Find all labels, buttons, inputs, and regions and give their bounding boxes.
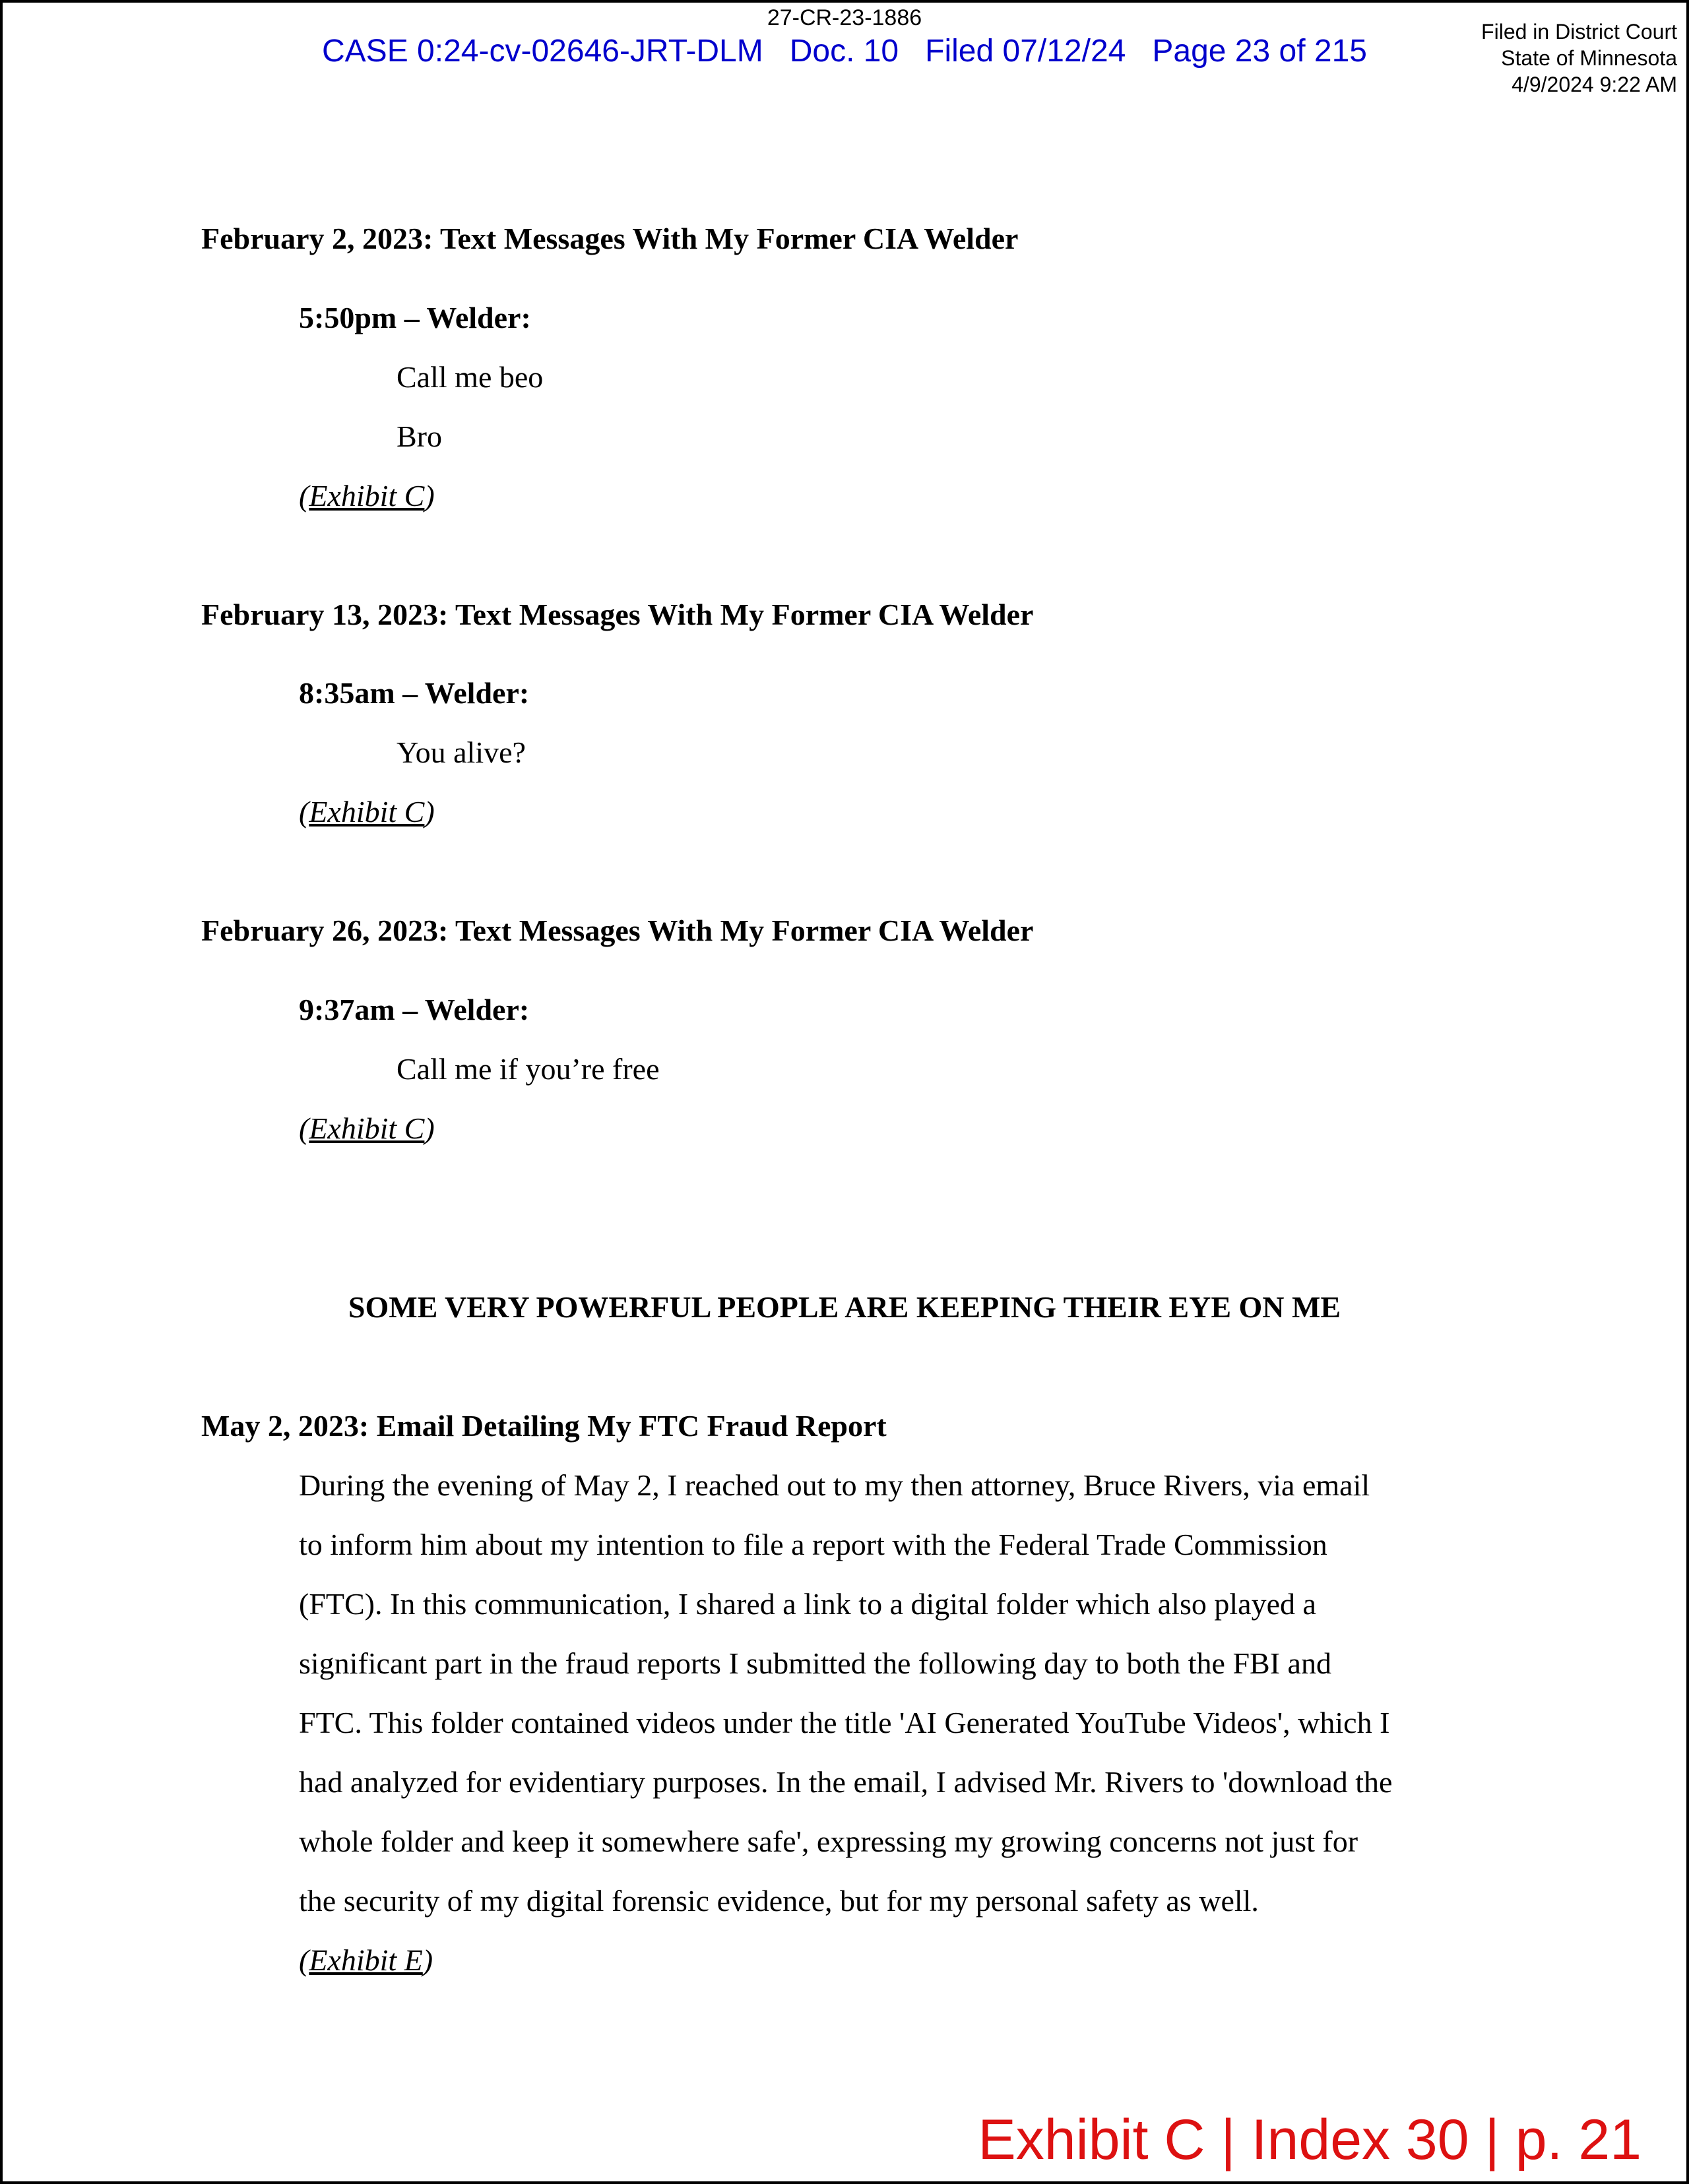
exhibit-reference xyxy=(299,1109,435,1148)
exhibit-reference xyxy=(299,476,435,516)
state-case-number: 27-CR-23-1886 xyxy=(767,5,922,30)
exhibit-paren: ( xyxy=(299,795,309,828)
exhibit-link: Exhibit E xyxy=(309,1943,423,1977)
exhibit-link: Exhibit C xyxy=(309,479,425,513)
filed-stamp-line: Filed in District Court xyxy=(1481,20,1677,44)
paragraph-line: the security of my digital forensic evidence, but for my personal safety as well. xyxy=(299,1884,1259,1918)
exhibit-paren: ) xyxy=(424,795,435,828)
filed-stamp xyxy=(1481,18,1677,98)
exhibit-link: Exhibit C xyxy=(309,1111,425,1145)
exhibit-paren: ( xyxy=(299,479,309,513)
exhibit-paren: ( xyxy=(299,1111,309,1145)
exhibit-reference xyxy=(299,792,435,832)
exhibit-reference xyxy=(299,1941,433,1980)
exhibit-link: Exhibit C xyxy=(309,795,425,828)
exhibit-paren: ( xyxy=(299,1943,309,1977)
paragraph-line: to inform him about my intention to file a report with the Federal Trade Commission xyxy=(299,1528,1327,1561)
filed-stamp-line: State of Minnesota xyxy=(1501,46,1677,70)
message-time-label: 8:35am – Welder: xyxy=(299,676,530,710)
federal-case-header: CASE 0:24-cv-02646-JRT-DLM Doc. 10 Filed 07/12/24 Page 23 of 215 xyxy=(322,34,1367,69)
message-text: Call me beo xyxy=(397,360,544,394)
message-text: You alive? xyxy=(397,735,526,769)
section-banner: SOME VERY POWERFUL PEOPLE ARE KEEPING THEIR EYE ON ME xyxy=(348,1290,1341,1324)
section-heading: February 26, 2023: Text Messages With My Former CIA Welder xyxy=(201,914,1034,947)
message-text: Bro xyxy=(397,420,442,453)
paragraph-line: During the evening of May 2, I reached out to my then attorney, Bruce Rivers, via email xyxy=(299,1468,1370,1502)
paragraph-line: FTC. This folder contained videos under the title 'AI Generated YouTube Videos', which I xyxy=(299,1706,1390,1739)
exhibit-paren: ) xyxy=(424,1111,435,1145)
message-time-label: 5:50pm – Welder: xyxy=(299,301,531,334)
paragraph-line: significant part in the fraud reports I submitted the following day to both the FBI and xyxy=(299,1646,1331,1680)
paragraph-line: had analyzed for evidentiary purposes. In the email, I advised Mr. Rivers to 'download the xyxy=(299,1765,1393,1799)
filed-stamp-line: 4/9/2024 9:22 AM xyxy=(1512,73,1677,96)
section-heading: February 2, 2023: Text Messages With My Former CIA Welder xyxy=(201,222,1019,255)
paragraph-line: (FTC). In this communication, I shared a link to a digital folder which also played a xyxy=(299,1587,1316,1621)
message-time-label: 9:37am – Welder: xyxy=(299,993,530,1026)
exhibit-footer-stamp: Exhibit C | Index 30 | p. 21 xyxy=(978,2108,1641,2171)
message-text: Call me if you’re free xyxy=(397,1052,660,1086)
paragraph-line: whole folder and keep it somewhere safe', expressing my growing concerns not just for xyxy=(299,1825,1358,1858)
section-heading: February 13, 2023: Text Messages With My Former CIA Welder xyxy=(201,598,1034,631)
section-heading: May 2, 2023: Email Detailing My FTC Fraud Report xyxy=(201,1409,887,1443)
exhibit-paren: ) xyxy=(424,479,435,513)
exhibit-paren: ) xyxy=(422,1943,433,1977)
